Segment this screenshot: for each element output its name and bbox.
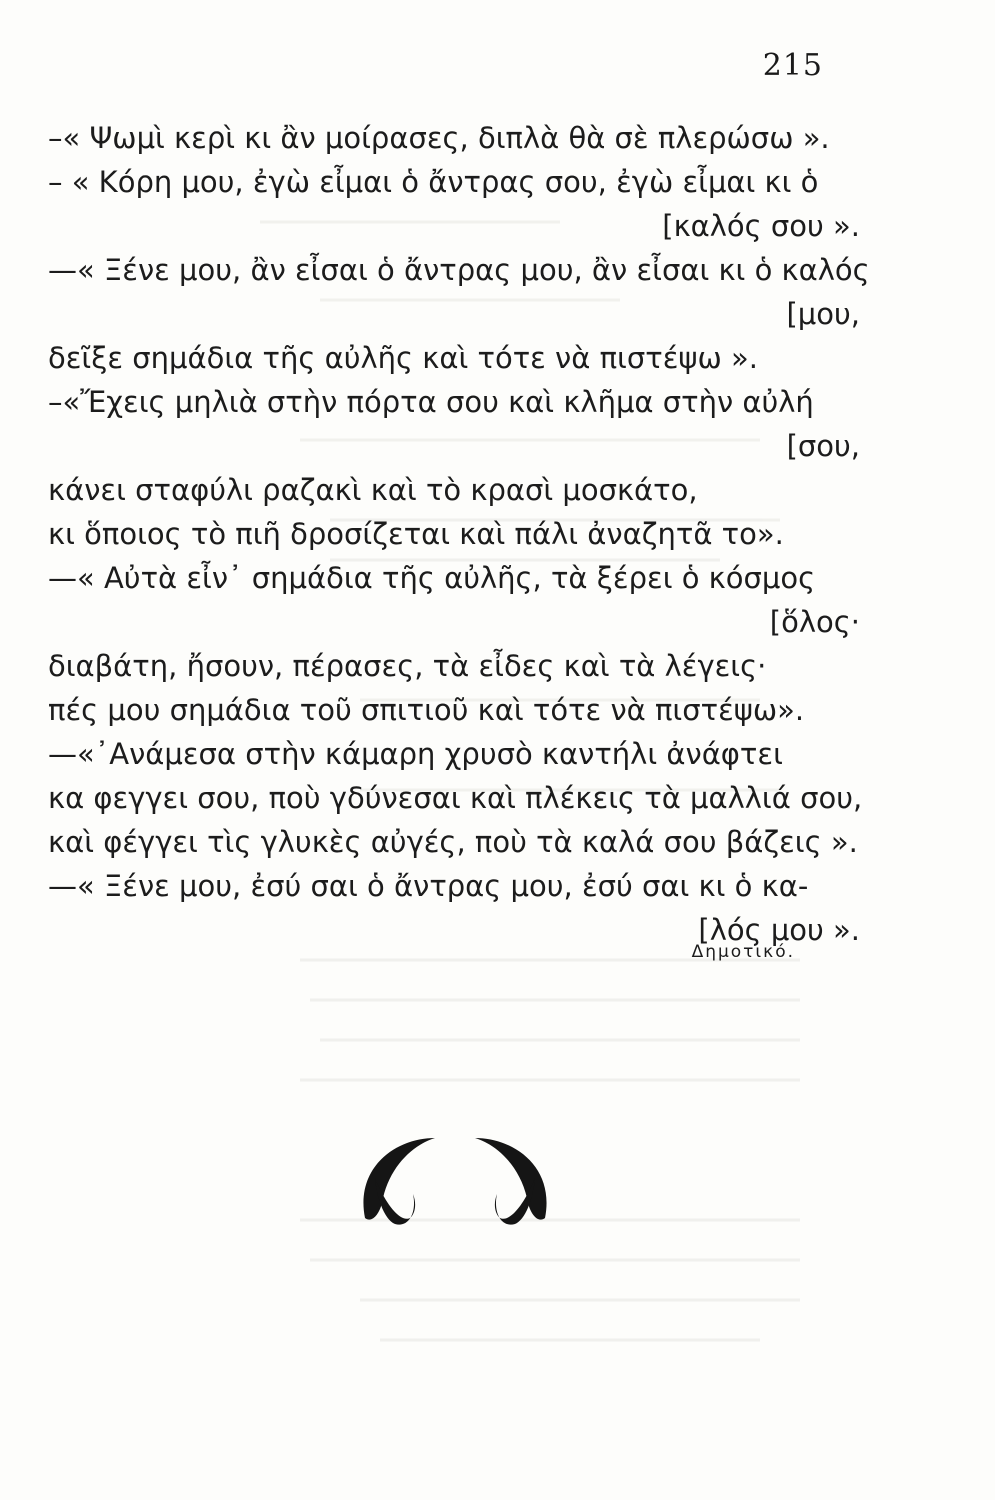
poem-text [48, 116, 870, 952]
double-curl-ornament-icon [355, 1128, 555, 1238]
poem-line: —« Αὐτὰ εἶν᾽ σημάδια τῆς αὐλῆς, τὰ ξέρει ὁ κόσμος [48, 561, 816, 595]
poem-line: [μου, [786, 297, 860, 331]
poem-line: πές μου σημάδια τοῦ σπιτιοῦ καὶ τότε νὰ πιστέψω». [48, 693, 805, 727]
poem-line: [λός μου ». [698, 913, 860, 947]
poem-line: [σου, [786, 429, 860, 463]
poem-line: κάνει σταφύλι ραζακὶ καὶ τὸ κρασὶ μοσκάτο, [48, 473, 698, 507]
poem-line: –«Ἔχεις μηλιὰ στὴν πόρτα σου καὶ κλῆμα στὴν αὐλή [48, 385, 814, 419]
poem-line: —«᾽Ανάμεσα στὴν κάμαρη χρυσὸ καντήλι ἀνάφτει [48, 737, 783, 771]
poem-line: [ὅλος· [769, 605, 860, 639]
source-attribution: Δημοτικό. [691, 942, 795, 962]
poem-line: –« Ψωμὶ κερὶ κι ἂν μοίρασες, διπλὰ θὰ σὲ πλερώσω ». [48, 121, 830, 155]
poem-line: κι ὅποιος τὸ πιῆ δροσίζεται καὶ πάλι ἀναζητᾶ το». [48, 517, 784, 551]
poem-line: κα φεγγει σου, ποὺ γδύνεσαι καὶ πλέκεις τὰ μαλλιά σου, [48, 781, 863, 815]
poem-line: —« Ξένε μου, ἐσύ σαι ὁ ἄντρας μου, ἐσύ σαι κι ὁ κα- [48, 869, 809, 903]
poem-line: διαβάτη, ἤσουν, πέρασες, τὰ εἶδες καὶ τὰ λέγεις· [48, 649, 767, 683]
page-number: 215 [762, 48, 823, 83]
poem-line: [καλός σου ». [662, 209, 860, 243]
poem-line: δεῖξε σημάδια τῆς αὐλῆς καὶ τότε νὰ πιστέψω ». [48, 341, 758, 375]
poem-line: – « Κόρη μου, ἐγὼ εἶμαι ὁ ἄντρας σου, ἐγὼ εἶμαι κι ὁ [48, 165, 819, 199]
poem-line: καὶ φέγγει τὶς γλυκὲς αὐγές, ποὺ τὰ καλά σου βάζεις ». [48, 825, 858, 859]
poem-line: —« Ξένε μου, ἂν εἶσαι ὁ ἄντρας μου, ἂν εἶσαι κι ὁ καλός [48, 253, 870, 287]
